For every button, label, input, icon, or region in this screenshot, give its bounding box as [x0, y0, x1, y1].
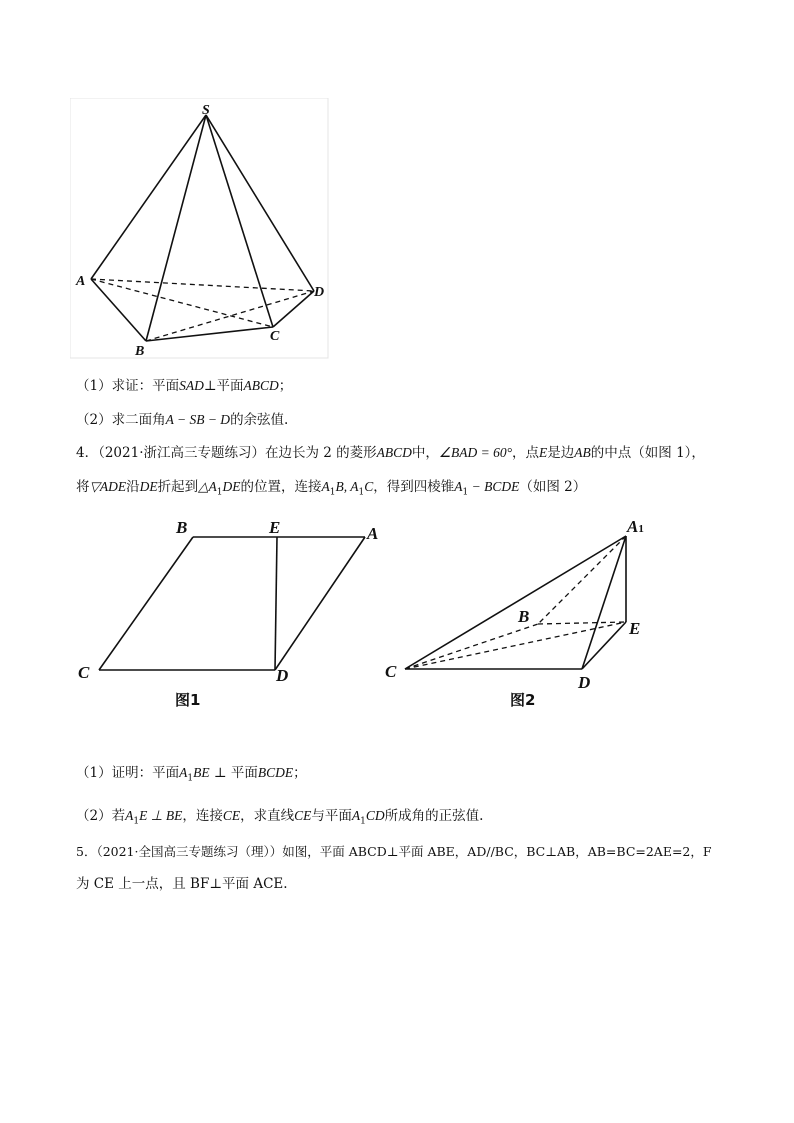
- label-S: S: [202, 103, 210, 118]
- edge-CE-hidden: [405, 622, 626, 669]
- edge-SA: [91, 115, 206, 279]
- label-D: D: [314, 285, 325, 300]
- edge-DE: [582, 622, 626, 669]
- label-C: C: [270, 329, 280, 344]
- p4-statement-line2: 将▽ADE沿DE折起到$\triangle A_1DE$的位置，连接$A_1B$, $A_1C$，得到四棱锥$A_1$ − BCDE（如图 2）: [76, 479, 587, 498]
- label-D: D: [276, 666, 289, 685]
- edge-AD: [275, 537, 365, 670]
- label-B: B: [176, 518, 188, 537]
- edge-SC: [206, 115, 273, 327]
- diag-AC-hidden: [91, 279, 273, 327]
- edge-BC: [146, 327, 273, 341]
- label-A: A: [367, 524, 379, 543]
- label-A1: A1: [627, 517, 644, 536]
- edge-AD-hidden: [91, 279, 314, 291]
- edge-CA1: [405, 536, 626, 669]
- edge-A1B-hidden: [538, 536, 626, 624]
- label-D: D: [578, 673, 591, 692]
- edge-A1D: [582, 536, 626, 669]
- p4-question-2: （2）若$A_1E$ ⊥ BE，连接CE，求直线CE与平面$A_1CD$所成角的正弦值.: [76, 808, 484, 827]
- figure-2-pyramid: [380, 512, 680, 712]
- edge-ED: [275, 537, 277, 670]
- label-C: C: [385, 662, 397, 681]
- pyramid-figure: [70, 98, 340, 362]
- edge-BE-hidden: [538, 622, 626, 624]
- p4-question-1: （1）证明：平面$A_1BE$ ⊥ 平面BCDE；: [76, 765, 307, 784]
- edge-SD: [206, 115, 314, 291]
- p4-statement-line1: 4．（2021·浙江高三专题练习）在边长为 2 的菱形ABCD中，∠BAD = 60°，点E是边AB的中点（如图 1），: [76, 445, 705, 461]
- p3-question-1: （1）求证：平面SAD⊥平面ABCD；: [76, 378, 293, 394]
- label-B: B: [135, 344, 145, 359]
- edge-CD: [273, 291, 314, 327]
- edge-CB: [99, 537, 193, 670]
- edge-AB: [91, 279, 146, 341]
- label-E: E: [629, 619, 641, 638]
- pyramid-figure-frame: [70, 98, 328, 358]
- label-B: B: [518, 607, 530, 626]
- p5-statement-line2: 为 CE 上一点，且 BF⊥平面 ACE.: [76, 876, 288, 892]
- diag-BD-hidden: [146, 291, 314, 341]
- label-C: C: [78, 663, 90, 682]
- p5-statement-line1: 5．（2021·全国高三专题练习（理））如图，平面 ABCD⊥平面 ABE，AD//BC，BC⊥AB，AB=BC=2AE=2，F: [76, 844, 712, 859]
- figure-1-caption: 图1: [175, 691, 201, 709]
- p3-question-2: （2）求二面角A − SB − D的余弦值.: [76, 412, 289, 428]
- figure-1-rhombus: [70, 512, 390, 712]
- edge-CB-hidden: [405, 624, 538, 669]
- label-E: E: [269, 518, 281, 537]
- figure-2-caption: 图2: [510, 691, 536, 709]
- label-A: A: [76, 274, 86, 289]
